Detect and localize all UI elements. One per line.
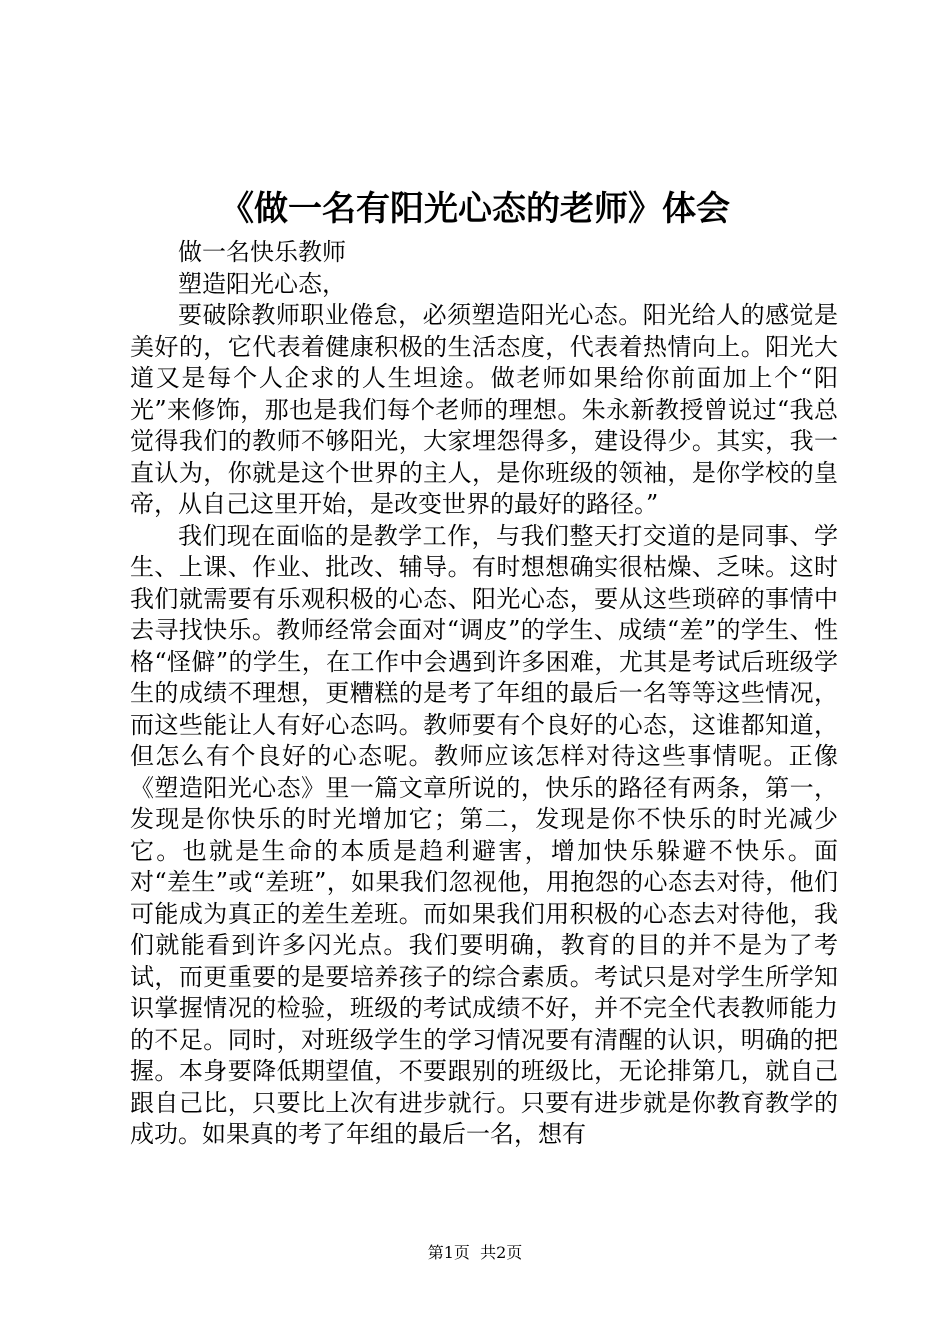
paragraph-subheading: 塑造阳光心态， <box>178 269 346 298</box>
document-body <box>130 237 838 1151</box>
body-paragraph: 我们现在面临的是教学工作，与我们整天打交道的是同事、学生、上课、作业、批改、辅导。有时想想确实很枯燥、乏味。这时我们就需要有乐观积极的心态、阳光心态，要从这些琐碎的事情中去寻找快乐。教师经常会面对“调皮”的学生、成绩“差”的学生、性格“怪僻”的学生，在工作中会遇到许多困难，尤其是考试后班级学生的成绩不理想，更糟糕的是考了年组的最后一名等等这些情况，而这些能让人有好心态吗。教师要有个良好的心态，这谁都知道，但怎么有个良好的心态呢。教师应该怎样对待这些事情呢。正像《塑造阳光心态》里一篇文章所说的，快乐的路径有两条，第一，发现是你快乐的时光增加它；第二，发现是你不快乐的时光减少它。也就是生命的本质是趋利避害，增加快乐躲避不快乐。面对“差生”或“差班”，如果我们忽视他，用抱怨的心态去对待，他们可能成为真正的差生差班。而如果我们用积极的心态去对待他，我们就能看到许多闪光点。我们要明确，教育的目的并不是为了考试，而更重要的是要培养孩子的综合素质。考试只是对学生所学知识掌握情况的检验，班级的考试成绩不好，并不完全代表教师能力的不足。同时，对班级学生的学习情况要有清醒的认识，明确的把握。本身要降低期望值，不要跟别的班级比，无论排第几，就自己跟自己比，只要比上次有进步就行。只要有进步就是你教育教学的成功。如果真的考了年组的最后一名，想有 <box>130 521 838 1148</box>
body-paragraph: 要破除教师职业倦怠，必须塑造阳光心态。阳光给人的感觉是美好的，它代表着健康积极的生活态度，代表着热情向上。阳光大道又是每个人企求的人生坦途。做老师如果给你前面加上个“阳光”来修饰，那也是我们每个老师的理想。朱永新教授曾说过“我总觉得我们的教师不够阳光，大家埋怨得多，建设得少。其实，我一直认为，你就是这个世界的主人，是你班级的领袖，是你学校的皇帝，从自己这里开始，是改变世界的最好的路径。” <box>130 301 838 518</box>
paragraph-subheading: 做一名快乐教师 <box>178 238 346 266</box>
page-footer: 第1页 共2页 <box>427 1243 523 1262</box>
document-title: 《做一名有阳光心态的老师》体会 <box>220 189 730 229</box>
